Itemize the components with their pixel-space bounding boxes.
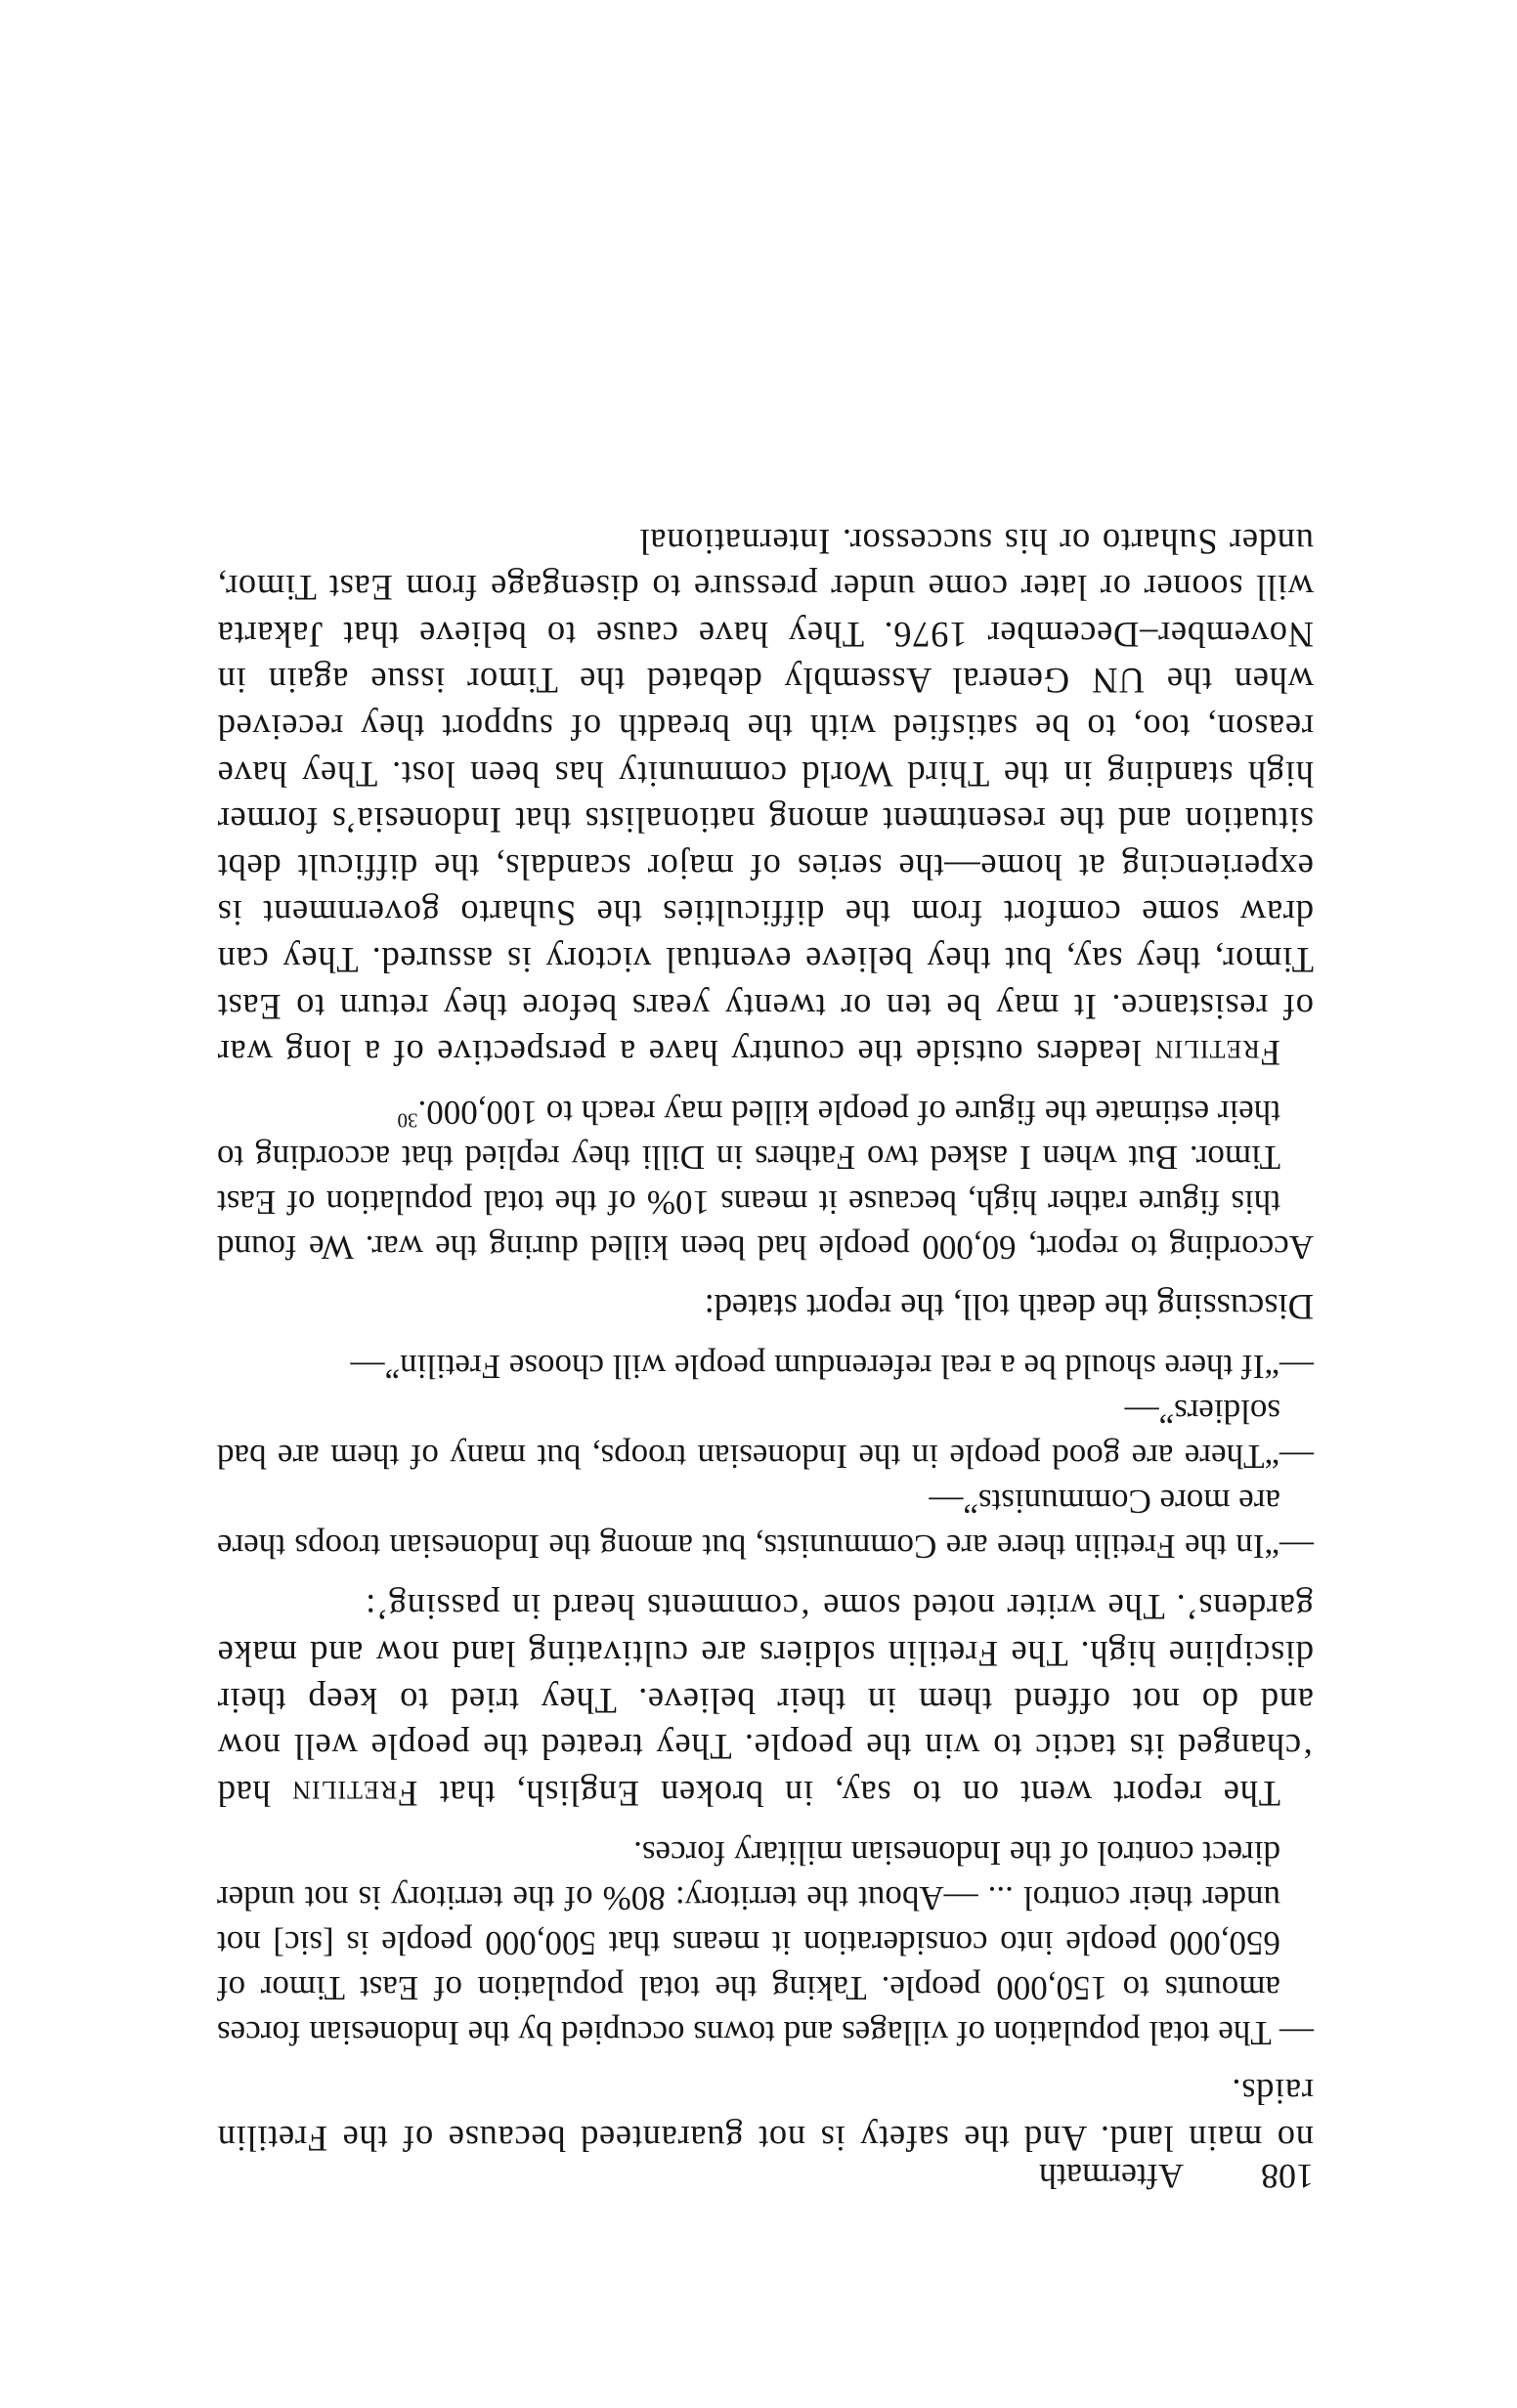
text-block [217,518,1314,2162]
report-start: The report went on to say, in broken English, that [438,1773,1280,1814]
final-paragraph-end: General Assembly debated the Timor issue again in November–December 1976. They have cause to believe that Jakarta will sooner or later come under pressure to disengage from East Timor, under Suharto or his successor. International [217,521,1314,702]
paragraph-death-toll: Discussing the death toll, the report stated: [704,1286,1314,1327]
spacing [217,1076,1314,1090]
comment-item: —“There are good people in the Indonesian troops, but many of them are bad soldiers”— [217,1392,1314,1476]
spacing [217,2055,1314,2069]
un-small-caps: UN [1091,661,1146,702]
fretilin-small-caps-lead: Fretilin [1153,1033,1280,1074]
spacing [217,1570,1314,1584]
paragraph-fretilin-leaders [217,518,1314,1076]
comments-list [217,1344,1314,1569]
final-paragraph-text: leaders outside the country have a perspective of a long war of resistance. It may be ten or twenty years before they return to East Timor, they say, but they believe eventual victory is assured. They can draw some comfort from the difficulties the Suharto government is experiencing at home—the series of major scandals, the difficult debt situation and the resentment among nationalists that Indonesia’s former high standing in the Third World community has been lost. They have reason, too, to be satisfied with the breadth of support they received when the [217,661,1314,1074]
comment-item: —“In the Fretilin there are Communists, but among the Indonesian troops there are more Communists”— [217,1482,1314,1566]
spacing [217,1330,1314,1344]
running-title: Aftermath [1039,2157,1184,2196]
report-end: had ‘changed its tactic to win the people. They treated the people well now and do not offend them in their believe. They tried to keep their discipline high. The Fretilin soldiers are cultivating land now and make gardens’. The writer noted some ‘comments heard in passing’: [216,1587,1314,1814]
spacing [217,1269,1314,1283]
spacing [217,1817,1314,1830]
paragraph-report [217,1584,1314,1817]
death-toll-quote-text: According to report, 60,000 people had been killed during the war. We found this figure rather high, because it means 10% of the total population of East Timor. But when I asked two Fathers in Dilli they replied that according to their estimate the figure of people killed may reach to 100,000. [217,1094,1314,1268]
fretilin-small-caps: Fretilin [291,1773,418,1814]
page-number: 108 [1261,2157,1314,2196]
quote-territory: — The total population of villages and towns occupied by the Indonesian forces amounts to 150,000 people. Taking the total population of East Timor of 650,000 people into consideration it means that 500,000 people is [sic] not under their control ... —About the territory: 80% of the territory is not under direct control of the Indonesian military forces. [217,1833,1314,2052]
comment-item: —“If there should be a real referendum people will choose Fretilin”— [350,1347,1314,1386]
footnote-reference: 30 [397,1108,418,1133]
quote-death-toll [217,1090,1314,1269]
paragraph-intro: no main land. And the safety is not guaranteed because of the Fretilin raids. [217,2072,1314,2159]
